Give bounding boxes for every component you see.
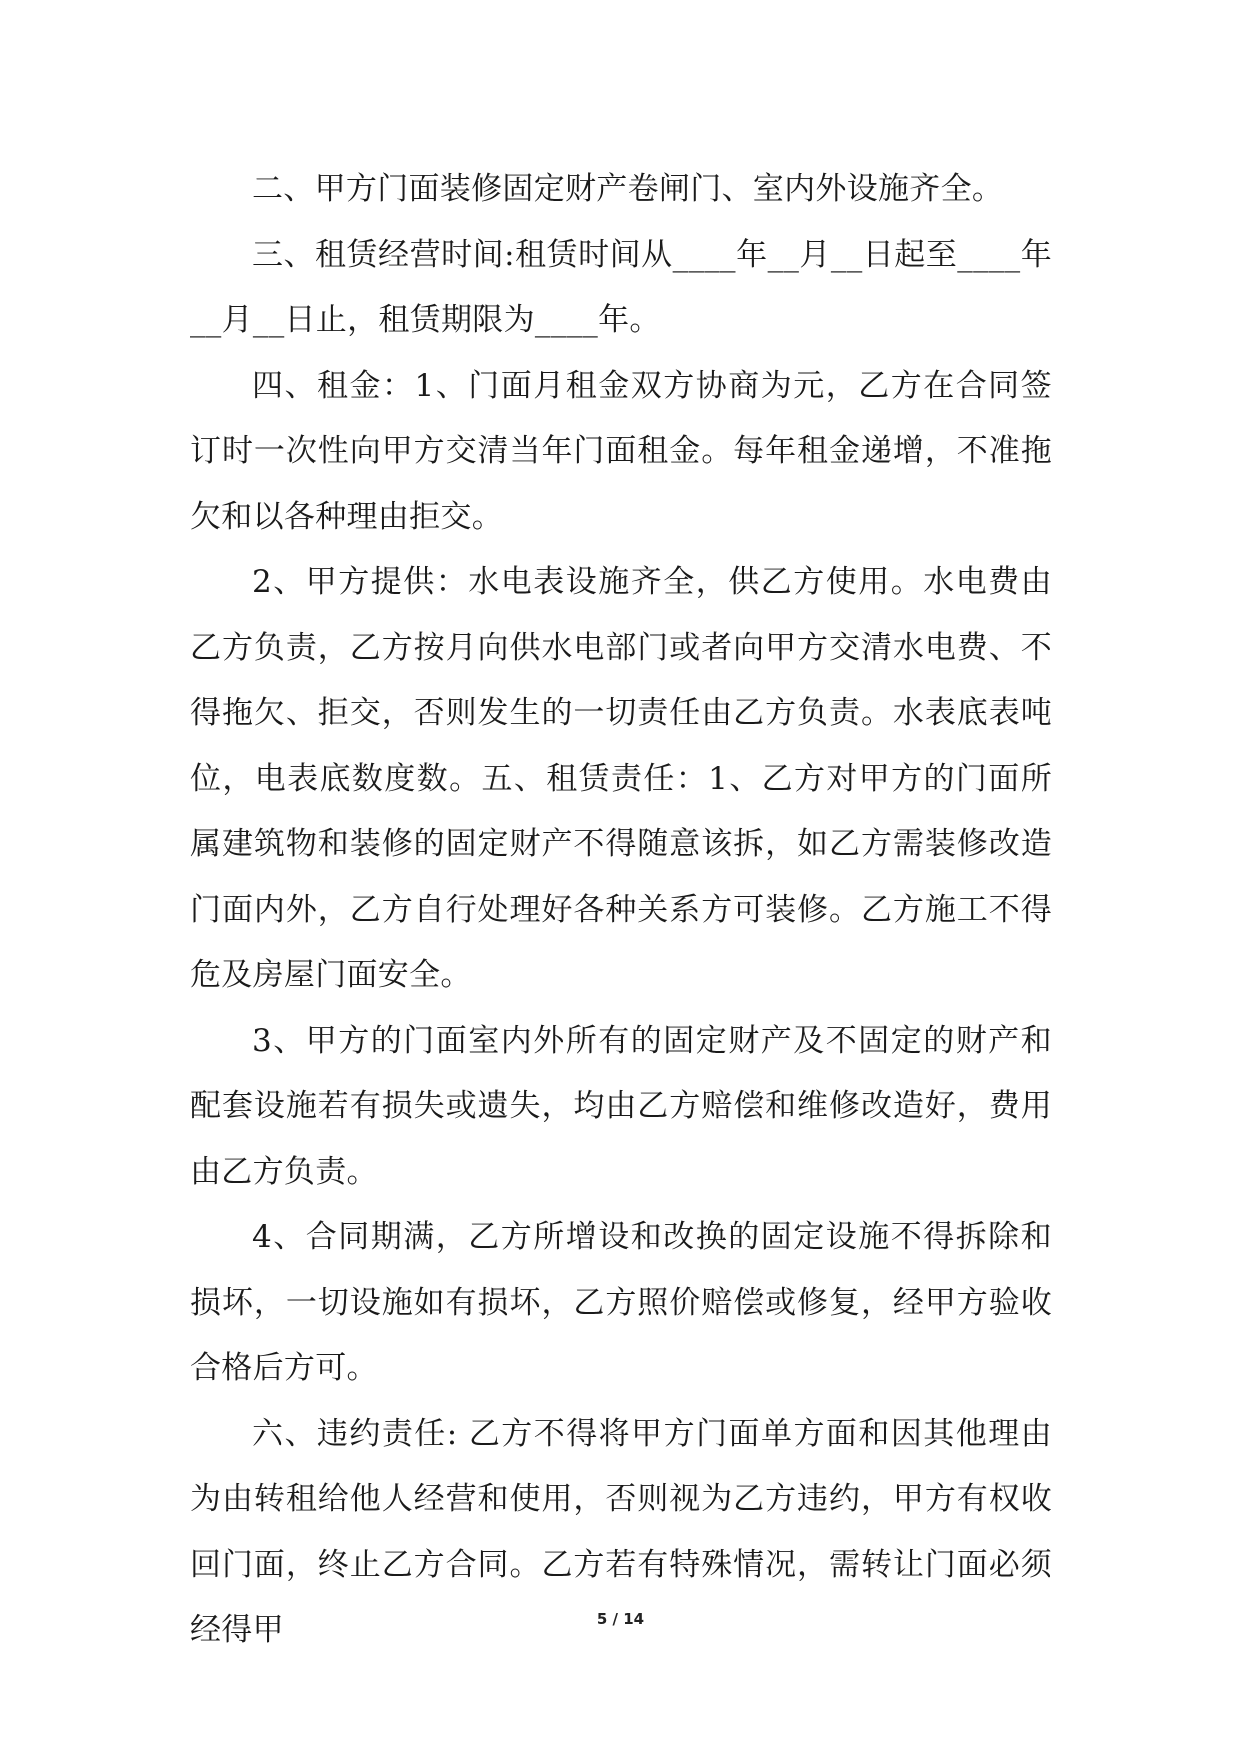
paragraph-property-loss: 3、甲方的门面室内外所有的固定财产及不固定的财产和配套设施若有损失或遗失，均由乙方赔偿和维修改造好，费用由乙方负责。 bbox=[190, 1022, 1052, 1190]
paragraph-contract-expiry: 4、合同期满，乙方所增设和改换的固定设施不得拆除和损坏，一切设施如有损坏，乙方照价赔偿或修复，经甲方验收合格后方可。 bbox=[190, 1219, 1052, 1386]
document-body bbox=[190, 157, 1052, 1664]
paragraph-facilities: 二、甲方门面装修固定财产卷闸门、室内外设施齐全。 bbox=[252, 171, 1004, 207]
paragraph-rent: 四、租金：1、门面月租金双方协商为元，乙方在合同签订时一次性向甲方交清当年门面租金。每年租金递增，不准拖欠和以各种理由拒交。 bbox=[190, 367, 1052, 535]
page-number: 5 / 14 bbox=[596, 1610, 645, 1628]
paragraph-breach-liability: 六、违约责任: 乙方不得将甲方门面单方面和因其他理由为由转租给他人经营和使用，否则视为乙方违约，甲方有权收回门面，终止乙方合同。乙方若有特殊情况，需转让门面必须经得甲 bbox=[190, 1415, 1052, 1648]
paragraph-lease-term: 三、租赁经营时间:租赁时间从____年__月__日起至____年__月__日止，租赁期限为____年。 bbox=[190, 236, 1052, 338]
paragraph-utilities: 2、甲方提供：水电表设施齐全，供乙方使用。水电费由乙方负责，乙方按月向供水电部门或者向甲方交清水电费、不得拖欠、拒交，否则发生的一切责任由乙方负责。水表底表吨位，电表底数度数。五、租赁责任：1、乙方对甲方的门面所属建筑物和装修的固定财产不得随意该拆，如乙方需装修改造门面内外，乙方自行处理好各种关系方可装修。乙方施工不得危及房屋门面安全。 bbox=[190, 564, 1052, 993]
